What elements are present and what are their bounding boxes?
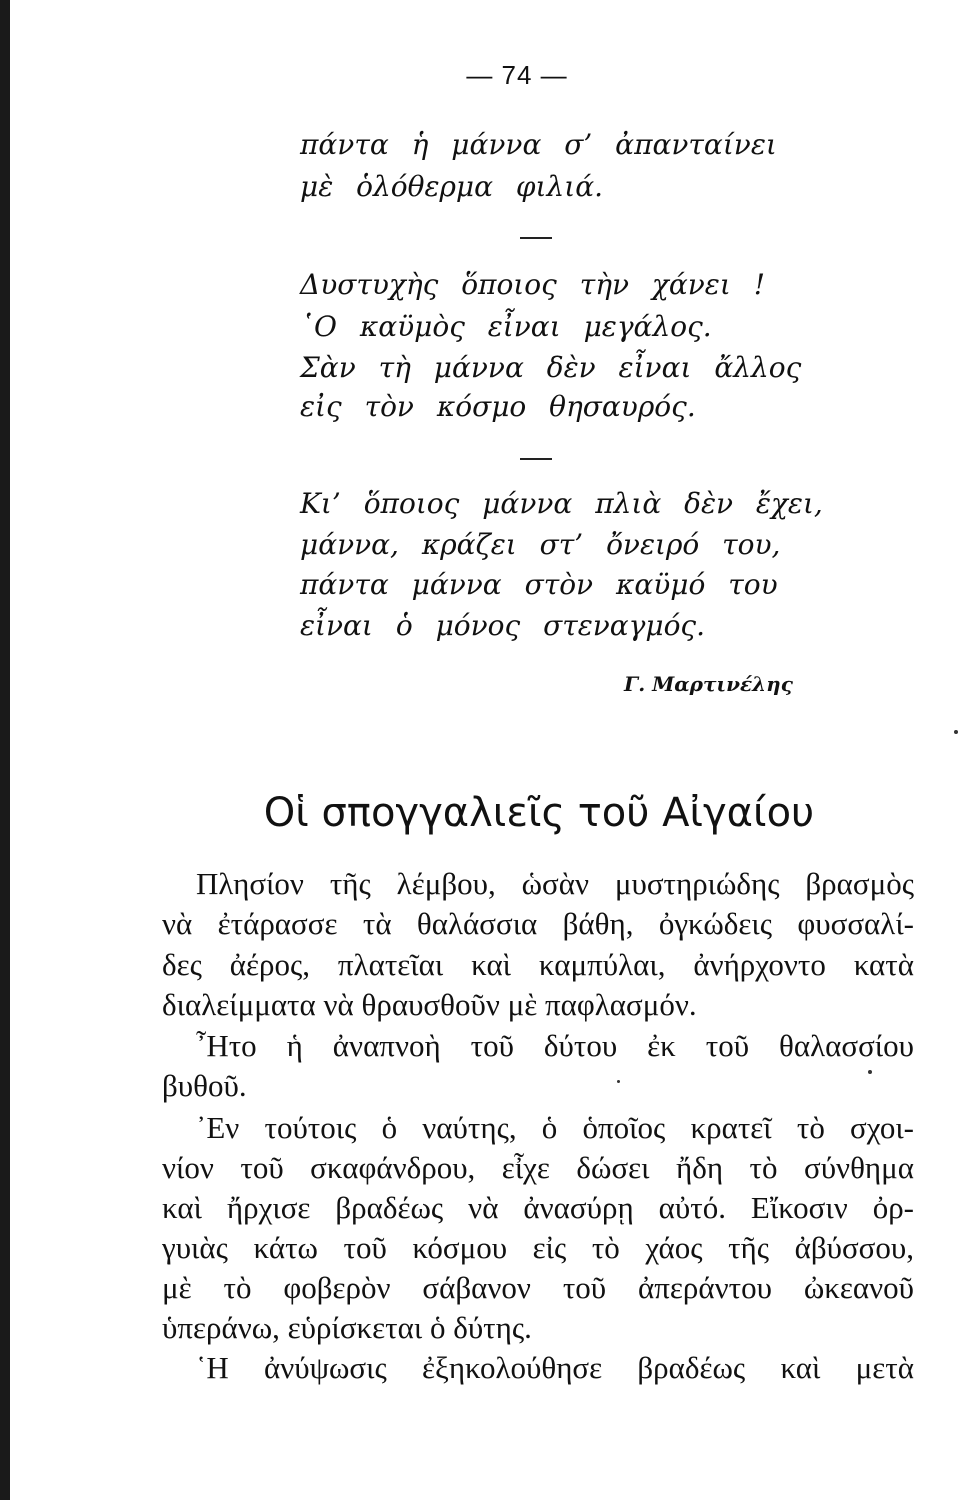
poem-line: μὲ ὁλόθερμα φιλιά. xyxy=(300,170,604,203)
stanza-separator xyxy=(520,458,552,460)
paragraph-line: δες ἀέρος, πλατεῖαι καὶ καμπύλαι, ἀνήρχοντο κατὰ xyxy=(162,947,914,982)
poem-line: μάννα, κράζει στ’ ὄνειρό του, xyxy=(300,528,781,561)
poem-line: εἰς τὸν κόσμο θησαυρός. xyxy=(300,390,696,423)
paragraph-line: βυθοῦ. xyxy=(162,1068,247,1103)
scan-border xyxy=(0,0,10,1500)
scan-speck xyxy=(617,1080,620,1083)
paragraph-line: νὰ ἐτάρασσε τὰ θαλάσσια βάθη, ὀγκώδεις φυσσαλί- xyxy=(162,906,914,941)
poem-line: πάντα μάννα στὸν καϋμό του xyxy=(300,568,778,601)
paragraph-line: Πλησίον τῆς λέμβου, ὡσὰν μυστηριώδης βρασμὸς xyxy=(196,866,914,901)
poem-author-signature: Γ. Μαρτινέλης xyxy=(624,672,793,696)
paragraph-line: ᾿Εν τούτοις ὁ ναύτης, ὁ ὁποῖος κρατεῖ τὸ σχοι- xyxy=(196,1110,914,1145)
poem-line: πάντα ἡ μάννα σ’ ἀπανταίνει xyxy=(300,128,777,161)
paragraph-line: νίον τοῦ σκαφάνδρου, εἶχε δώσει ἤδη τὸ σύνθημα xyxy=(162,1150,914,1185)
paragraph-line: διαλείμματα νὰ θραυσθοῦν μὲ παφλασμόν. xyxy=(162,987,697,1022)
paragraph-line: μὲ τὸ φοβερὸν σάβανον τοῦ ἀπεράντου ὠκεανοῦ xyxy=(162,1270,914,1305)
stanza-separator xyxy=(520,237,552,239)
scan-speck xyxy=(868,1070,872,1074)
paragraph-line: ὑπεράνω, εὑρίσκεται ὁ δύτης. xyxy=(162,1310,532,1345)
poem-line: ῾Ο καϋμὸς εἶναι μεγάλος. xyxy=(300,310,712,343)
poem-line: Κι’ ὅποιος μάννα πλιὰ δὲν ἔχει, xyxy=(300,487,823,520)
poem-line: εἶναι ὁ μόνος στεναγμός. xyxy=(300,609,706,642)
paragraph-line: γυιὰς κάτω τοῦ κόσμου εἰς τὸ χάος τῆς ἀβύσσου, xyxy=(162,1230,914,1265)
page-number: — 74 — xyxy=(466,60,568,90)
poem-line: Σὰν τὴ μάννα δὲν εἶναι ἄλλος xyxy=(300,351,802,384)
poem-line: Δυστυχὴς ὅποιος τὴν χάνει ! xyxy=(300,268,765,301)
paragraph-line: ῾Η ἀνύψωσις ἐξηκολούθησε βραδέως καὶ μετὰ xyxy=(196,1350,914,1385)
paragraph-line: ῏Ητο ἡ ἀναπνοὴ τοῦ δύτου ἐκ τοῦ θαλασσίου xyxy=(196,1028,914,1063)
article-title: Οἱ σπογγαλιεῖς τοῦ Αἰγαίου xyxy=(263,790,815,836)
scan-speck xyxy=(954,730,958,734)
paragraph-line: καὶ ἤρχισε βραδέως νὰ ἀνασύρῃ αὐτό. Εἴκοσιν ὀρ- xyxy=(162,1190,914,1225)
